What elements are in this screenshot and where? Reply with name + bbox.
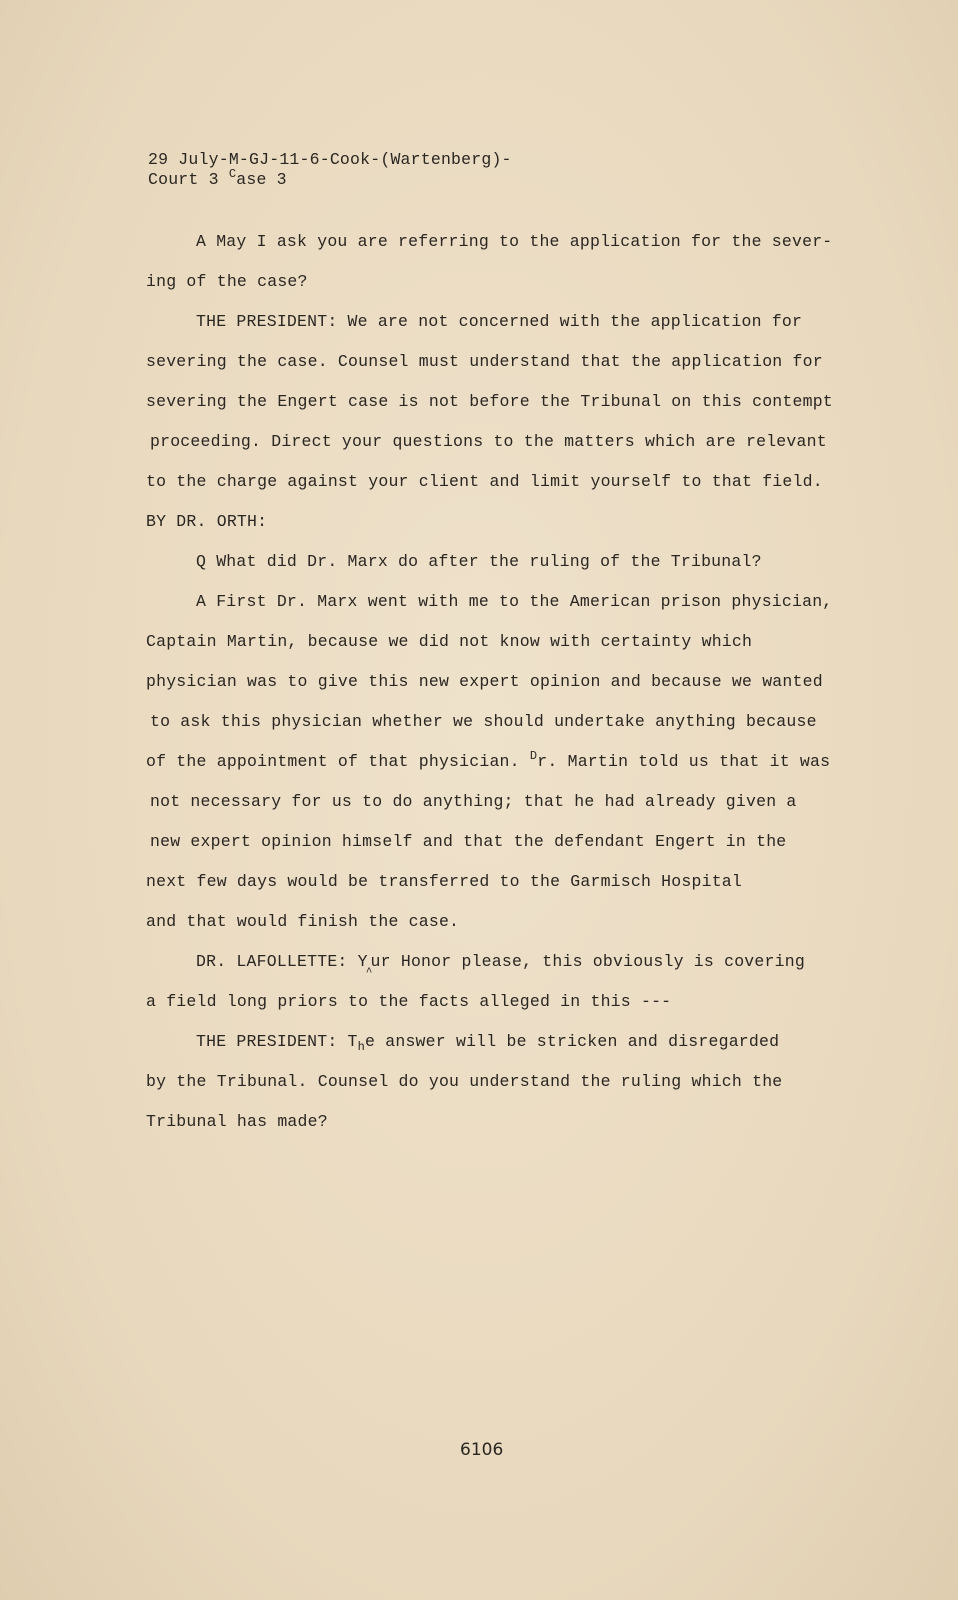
insertion-caret: ^ <box>365 967 373 979</box>
text-line: Tribunal has made? <box>146 1112 328 1131</box>
text-line: Q What did Dr. Marx do after the ruling of the Tribunal? <box>196 552 762 571</box>
text-segment: e answer will be stricken and disregarded <box>365 1032 780 1051</box>
text-line: to ask this physician whether we should undertake anything because <box>150 712 817 731</box>
text-line <box>146 749 831 771</box>
text-line: severing the Engert case is not before the Tribunal on this contempt <box>146 392 833 411</box>
text-line: THE PRESIDENT: We are not concerned with the application for <box>196 312 803 331</box>
text-segment: THE PRESIDENT: T <box>196 1032 358 1051</box>
text-line: severing the case. Counsel must understand that the application for <box>146 352 823 371</box>
text-line: next few days would be transferred to the Garmisch Hospital <box>146 872 742 891</box>
court-label: Court 3 <box>148 170 229 189</box>
dr-superscript: D <box>529 749 538 763</box>
text-line <box>196 1032 780 1054</box>
text-line: ing of the case? <box>146 272 308 291</box>
text-segment: r. Martin told us that it was <box>537 752 831 771</box>
text-line: BY DR. ORTH: <box>146 512 268 531</box>
header-court-line <box>148 167 287 189</box>
text-segment: ur Honor please, this obviously is covering <box>370 952 805 971</box>
text-line: a field long priors to the facts alleged in this --- <box>146 992 672 1011</box>
text-line: A First Dr. Marx went with me to the American prison physician, <box>196 592 833 611</box>
text-line: physician was to give this new expert opinion and because we wanted <box>146 672 823 691</box>
text-line <box>196 952 805 979</box>
text-line: not necessary for us to do anything; that he had already given a <box>150 792 797 811</box>
text-segment: DR. LAFOLLETTE: Y <box>196 952 368 971</box>
text-line: Captain Martin, because we did not know with certainty which <box>146 632 753 651</box>
text-line: A May I ask you are referring to the application for the sever- <box>196 232 833 251</box>
case-superscript: C <box>228 167 237 181</box>
text-line: new expert opinion himself and that the defendant Engert in the <box>150 832 787 851</box>
header-docket-line: 29 July-M-GJ-11-6-Cook-(Wartenberg)- <box>148 150 512 169</box>
page-number: 6106 <box>460 1440 504 1460</box>
text-segment: of the appointment of that physician. <box>146 752 520 771</box>
text-line: by the Tribunal. Counsel do you understand the ruling which the <box>146 1072 783 1091</box>
text-line: and that would finish the case. <box>146 912 460 931</box>
text-line: to the charge against your client and limit yourself to that field. <box>146 472 823 491</box>
the-subscript: h <box>357 1040 366 1054</box>
case-label: ase 3 <box>236 170 287 189</box>
text-line: proceeding. Direct your questions to the matters which are relevant <box>150 432 827 451</box>
